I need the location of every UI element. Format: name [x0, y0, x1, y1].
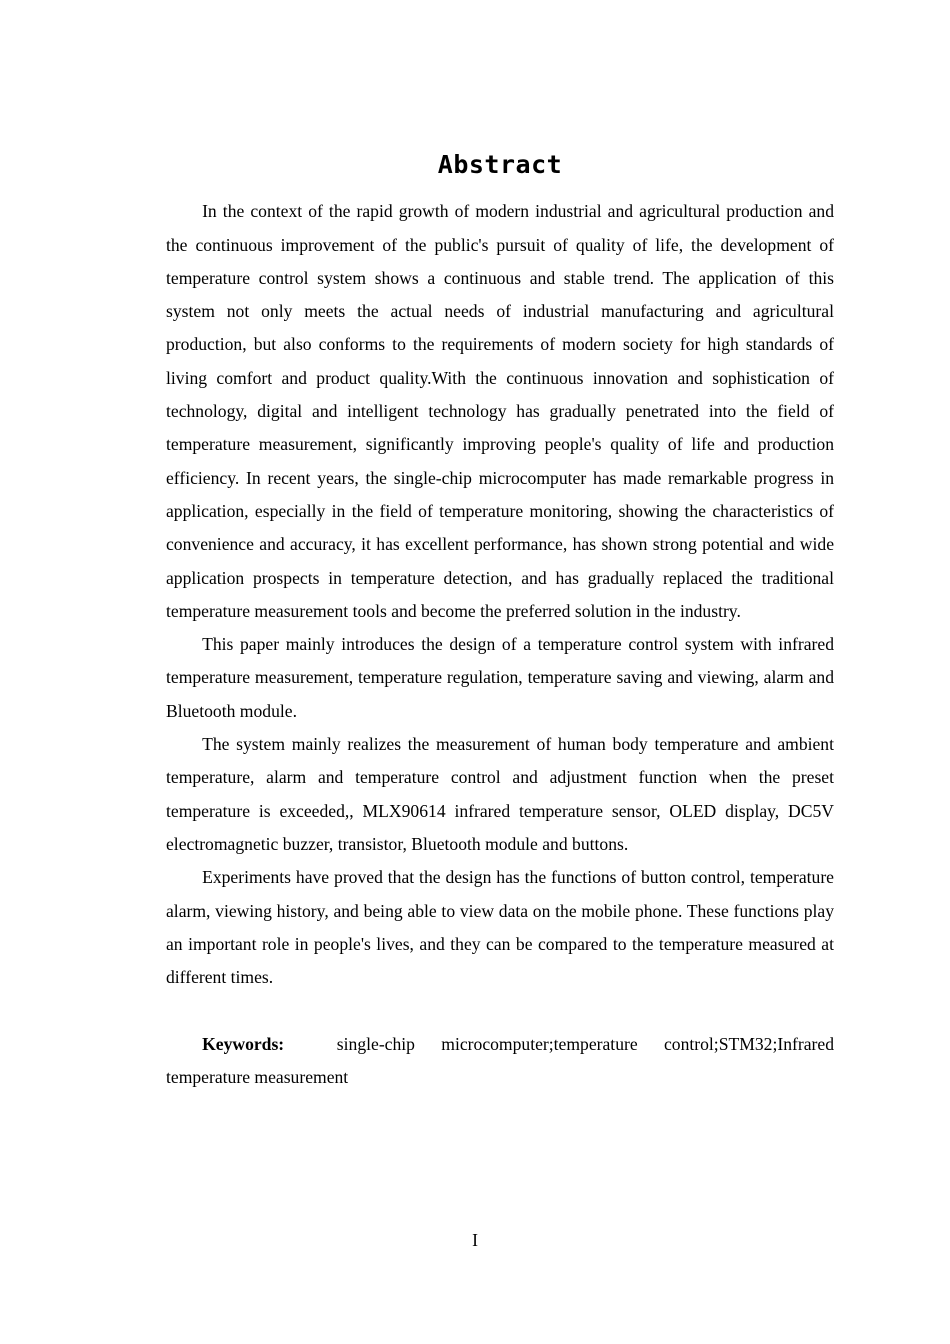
keywords-spacer — [166, 994, 834, 1027]
paragraph-2: This paper mainly introduces the design of a temperature control system with infrared temperature measurement, temperature regulation, temperature saving and viewing, alarm and Bluetooth module. — [166, 634, 834, 721]
paragraph-1: In the context of the rapid growth of modern industrial and agricultural production and the continuous improvement of the public's pursuit of quality of life, the development of temperature control system shows a continuous and stable trend. The application of this system not only meets the actual needs of industrial manufacturing and agricultural production, but also conforms to the requirements of modern society for high standards of living comfort and product quality.With the continuous innovation and sophistication of technology, digital and intelligent technology has gradually penetrated into the field of temperature measurement, significantly improving people's quality of life and production efficiency. In recent years, the single-chip microcomputer has made remarkable progress in application, especially in the field of temperature monitoring, showing the characteristics of convenience and accuracy, it has excellent performance, has shown strong potential and wide application prospects in temperature detection, and has gradually replaced the traditional temperature measurement tools and become the preferred solution in the industry. — [166, 201, 834, 621]
page-title: Abstract — [437, 150, 563, 179]
keywords-line — [166, 1028, 834, 1095]
paragraph-4: Experiments have proved that the design has the functions of button control, temperature alarm, viewing history, and being able to view data on the mobile phone. These functions play an important role in people's lives, and they can be compared to the temperature measured at different times. — [166, 867, 834, 988]
abstract-body — [166, 195, 834, 1094]
keywords-label: Keywords: — [202, 1033, 285, 1054]
document-content — [166, 148, 834, 1094]
keywords-spacing — [284, 1034, 337, 1054]
keywords-value: single-chip microcomputer;temperature control;STM32;Infrared temperature measurement — [166, 1033, 834, 1088]
paragraph-3: The system mainly realizes the measurement of human body temperature and ambient temperature, alarm and temperature control and adjustment function when the preset temperature is exceeded,, MLX90614 infrared temperature sensor, OLED display, DC5V electromagnetic buzzer, transistor, Bluetooth module and buttons. — [166, 734, 834, 854]
page-number: I — [472, 1230, 478, 1250]
